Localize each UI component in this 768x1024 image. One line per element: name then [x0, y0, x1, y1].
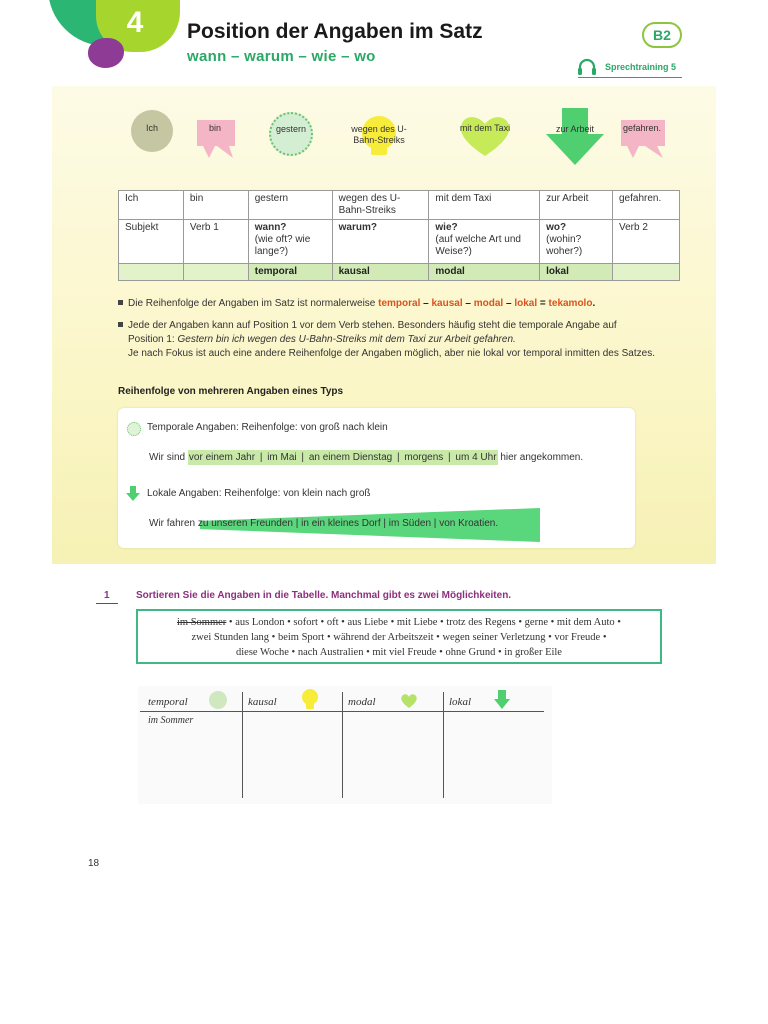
temporal-label: gestern — [275, 124, 307, 134]
table-cell: gefahren. — [613, 191, 680, 220]
example-suffix: hier angekommen. — [497, 452, 584, 463]
modal-label: mit dem Taxi — [459, 123, 511, 133]
table-cell: mit dem Taxi — [429, 191, 540, 220]
local-item: im Süden — [388, 518, 432, 529]
position-label: Position 1: — [128, 334, 178, 345]
answer-header-kausal: kausal — [248, 696, 277, 708]
chapter-number: 4 — [126, 6, 144, 39]
answer-sheet — [138, 686, 552, 804]
audio-track-label[interactable]: Sprechtraining 5 — [605, 62, 677, 72]
temporal-circle — [269, 112, 313, 156]
answer-table-divider — [342, 692, 343, 798]
question-sub: (auf welche Art und Weise?) — [435, 234, 521, 257]
bullet-position — [118, 319, 688, 333]
term-modal: modal — [473, 298, 504, 309]
temporal-rule-title: Temporale Angaben: Reihenfolge: von groß nach klein — [147, 422, 388, 433]
bullet-marker — [118, 322, 123, 327]
table-cell: temporal — [248, 264, 332, 281]
page-subtitle: wann – warum – wie – wo — [187, 48, 376, 65]
table-row — [119, 264, 680, 281]
word-bank — [136, 609, 662, 664]
local-example: Wir fahren zu unseren Freunden | in ein kleines Dorf | im Süden | von Kroatien. — [149, 518, 499, 529]
table-cell: Verb 2 — [613, 220, 680, 264]
word-bank-line: diese Woche • nach Australien • mit viel Freude • ohne Grund • in großer Eile — [236, 647, 562, 658]
exercise-number: 1 — [104, 590, 110, 601]
verb2-label: gefahren. — [622, 123, 662, 133]
question-sub: (wie oft? wie lange?) — [254, 234, 311, 257]
answer-header-temporal: temporal — [148, 696, 188, 708]
answer-table-divider — [443, 692, 444, 798]
page-number: 18 — [88, 858, 100, 869]
table-cell — [429, 220, 540, 264]
question-main: wie? — [435, 222, 458, 233]
table-cell: Ich — [119, 191, 184, 220]
table-cell: bin — [183, 191, 248, 220]
bullet-order: Die Reihenfolge der Angaben im Satz ist normalerweise temporal – kausal – modal – lokal = tekamolo. — [118, 297, 595, 311]
example-sentence: Gestern bin ich wegen des U-Bahn-Streiks mit dem Taxi zur Arbeit gefahren. — [177, 334, 516, 345]
audio-underline — [578, 77, 682, 78]
lightbulb-icon — [300, 688, 320, 710]
local-label: zur Arbeit — [555, 124, 595, 134]
table-cell — [119, 264, 184, 281]
term-kausal: kausal — [431, 298, 463, 309]
bullet-position-example — [128, 333, 688, 347]
subject-label: Ich — [145, 123, 158, 133]
heart-icon — [400, 693, 418, 709]
table-cell: gestern — [248, 191, 332, 220]
answer-table-divider — [242, 692, 243, 798]
temporal-item: morgens — [404, 452, 444, 463]
question-sub: (wohin? woher?) — [546, 234, 583, 257]
answer-header-modal: modal — [348, 696, 376, 708]
crossed-word: im Sommer — [177, 617, 227, 628]
temporal-item: im Mai — [267, 452, 297, 463]
bullet-marker — [118, 300, 123, 305]
temporal-item: an einem Dienstag — [308, 452, 393, 463]
temporal-item: vor einem Jahr — [188, 452, 256, 463]
table-cell — [183, 264, 248, 281]
table-cell: wegen des U-Bahn-Streiks — [332, 191, 429, 220]
table-row — [119, 220, 680, 264]
exercise-number-underline — [96, 603, 118, 604]
answer-header-lokal: lokal — [449, 696, 471, 708]
table-cell — [248, 220, 332, 264]
temporal-circle-icon — [127, 422, 141, 436]
bullet-text: Jede der Angaben kann auf Position 1 vor dem Verb stehen. Besonders häufig steht die temporale Angabe auf — [128, 320, 617, 331]
table-cell — [613, 264, 680, 281]
local-item: von Kroatien. — [439, 518, 499, 529]
answer-cell-temporal[interactable]: im Sommer — [148, 715, 194, 726]
table-cell — [540, 220, 613, 264]
question-main: wann? — [254, 222, 287, 233]
temporal-example: Wir sind vor einem Jahr | im Mai | an einem Dienstag | morgens | um 4 Uhr hier angekommen. — [149, 452, 584, 463]
page-title: Position der Angaben im Satz — [187, 20, 483, 43]
word-bank-line: • aus London • sofort • oft • aus Liebe • mit Liebe • trotz des Regens • gerne • mit dem Auto • — [226, 617, 621, 628]
verb1-label: bin — [208, 123, 221, 133]
temporal-item: um 4 Uhr — [455, 452, 497, 463]
table-cell: Verb 1 — [183, 220, 248, 264]
exercise-instruction: Sortieren Sie die Angaben in die Tabelle. Manchmal gibt es zwei Möglichkeiten. — [136, 590, 512, 601]
table-cell: modal — [429, 264, 540, 281]
question-main: warum? — [338, 222, 377, 233]
subject-circle — [131, 110, 173, 152]
table-cell: lokal — [540, 264, 613, 281]
example-prefix: Wir fahren — [149, 518, 198, 529]
example-prefix: Wir sind — [149, 452, 188, 463]
local-item: in ein kleines Dorf — [301, 518, 381, 529]
headphones-icon[interactable] — [577, 58, 597, 76]
table-row — [119, 191, 680, 220]
table-cell — [332, 220, 429, 264]
bullet-text: Die Reihenfolge der Angaben im Satz ist normalerweise — [128, 298, 379, 309]
table-cell: kausal — [332, 264, 429, 281]
sentence-position-table — [118, 190, 680, 281]
table-cell: Subjekt — [119, 220, 184, 264]
arrow-down-icon — [493, 690, 511, 710]
term-temporal: temporal — [378, 298, 421, 309]
table-cell: zur Arbeit — [540, 191, 613, 220]
bullet-focus-note: Je nach Fokus ist auch eine andere Reihenfolge der Angaben möglich, aber nie lokal vor temporal inmitten des Satzes. — [128, 348, 655, 359]
local-item: zu unseren Freunden — [197, 518, 293, 529]
question-main: wo? — [546, 222, 567, 233]
local-arrow-small-icon — [125, 486, 141, 502]
word-bank-line: zwei Stunden lang • beim Sport • während der Arbeitszeit • wegen seiner Verletzung • vor Freude • — [191, 632, 607, 643]
modal-heart-icon — [456, 114, 514, 158]
causal-label: wegen des U-Bahn-Streiks — [351, 124, 407, 145]
term-lokal: lokal — [514, 298, 538, 309]
level-badge: B2 — [642, 22, 682, 48]
rules-heading: Reihenfolge von mehreren Angaben eines Typs — [118, 386, 344, 397]
term-tekamolo: tekamolo — [548, 298, 593, 309]
local-arrow-icon — [544, 108, 606, 166]
temporal-circle-icon — [208, 690, 228, 710]
header-blob-purple — [88, 38, 124, 68]
local-rule-title: Lokale Angaben: Reihenfolge: von klein nach groß — [147, 488, 371, 499]
